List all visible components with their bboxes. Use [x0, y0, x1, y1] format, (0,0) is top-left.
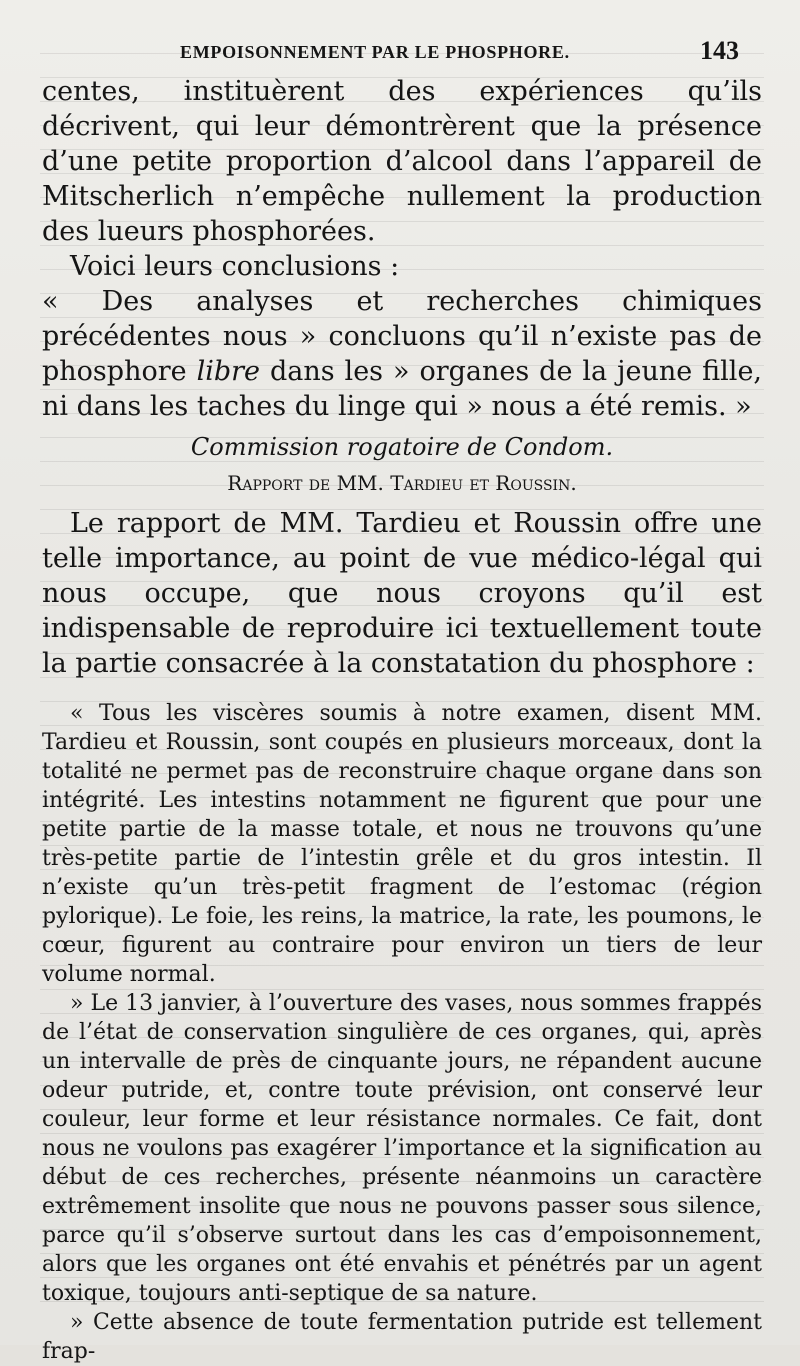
page-number: 143 [700, 36, 739, 65]
main-text [42, 74, 762, 1366]
report-quote-paragraph-1: « Tous les viscères soumis à notre examen, disent MM. Tardieu et Roussin, sont coupés en plusieurs morceaux, dont la totalité ne permet pas de reconstruire chaque organe dans son intégrité. Les intestins notamment ne figurent que pour une petite partie de la masse totale, et nous ne trouvons qu’une très-petite partie de l’intestin grêle et du gros intestin. Il n’existe qu’un très-petit fragment de l’estomac (région pylorique). Le foie, les reins, la matrice, la rate, les poumons, le cœur, figurent au contraire pour environ un tiers de leur volume normal. [42, 701, 762, 987]
report-quote-paragraph-3: » Cette absence de toute fermentation putride est tellement frap- [42, 1310, 762, 1364]
report-quote-paragraph-2: » Le 13 janvier, à l’ouverture des vases, nous sommes frappés de l’état de conservation singulière de ces organes, qui, après un intervalle de près de cinquante jours, ne répandent aucune odeur putride, et, contre toute prévision, ont conservé leur couleur, leur forme et leur résistance normales. Ce fait, dont nous ne voulons pas exagérer l’importance et la signification au début de ces recherches, présente néanmoins un caractère extrêmement insolite que nous ne pouvons passer sous silence, parce qu’il s’observe surtout dans les cas d’empoisonnement, alors que les organes ont été envahis et pénétrés par un agent toxique, toujours anti-septique de sa nature. [42, 991, 762, 1306]
quote-italic-libre: libre [196, 356, 261, 387]
paragraph-spacer [42, 681, 762, 699]
paragraph-conclusions-quote [42, 284, 762, 424]
report-intro-paragraph: Le rapport de MM. Tardieu et Roussin offre une telle importance, au point de vue médico-légal qui nous occupe, que nous croyons qu’il est indispensable de reproduire ici textuellement toute la partie consacrée à la constatation du phosphore : [42, 508, 762, 679]
paragraph-experiences: centes, instituèrent des expériences qu’ils décrivent, qui leur démontrèrent que la présence d’une petite proportion d’alcool dans l’appareil de Mitscherlich n’empêche nullement la production des lueurs phosphorées. [42, 76, 762, 247]
quote-text-start: « Des analyses et recherches chimiques précédentes nous » concluons qu’il n’existe pas de phosphore [42, 286, 762, 387]
page-header [0, 34, 800, 68]
quote-text-end: dans les » organes de la jeune fille, ni dans les taches du linge qui » nous a été remis. » [42, 356, 762, 422]
paragraph-conclusions-intro: Voici leurs conclusions : [70, 251, 400, 282]
section-title: Commission rogatoire de Condom. [190, 433, 614, 461]
running-title: EMPOISONNEMENT PAR LE PHOSPHORE. [180, 42, 570, 62]
section-subtitle: Rapport de MM. Tardieu et Roussin. [227, 471, 577, 495]
